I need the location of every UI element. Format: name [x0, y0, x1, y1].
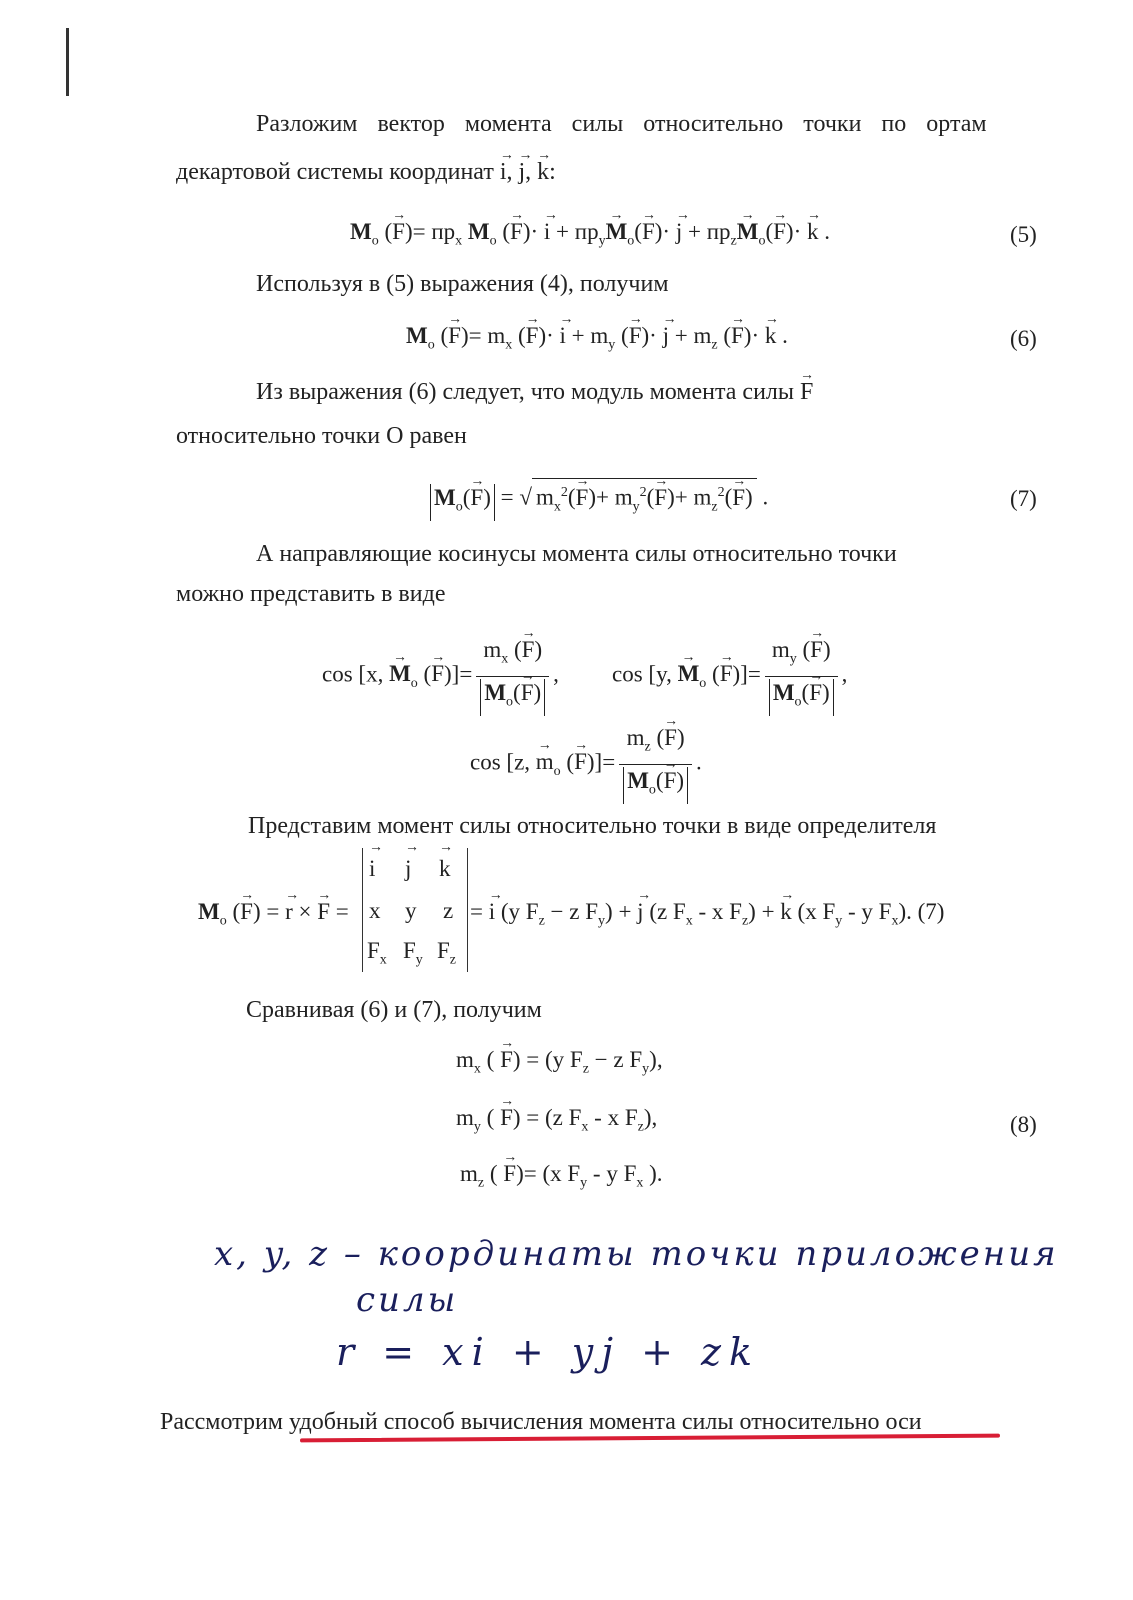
paragraph-5: Представим момент силы относительно точки в виде определителя: [248, 813, 937, 839]
equation-6-number: (6): [1010, 326, 1037, 351]
cosine-z: cos [z, → $m_o$ (→ F)]= $\frac{m_z (\to F)}{M_o(\to F)}$ .: [470, 724, 702, 804]
handwritten-radius-vector: r = xi + yj + zk: [336, 1330, 761, 1374]
equation-7a-number: (7): [1010, 486, 1037, 511]
equation-8-mz: $m_z$ ( → F)= (x $F_y$ - y $F_x$ ).: [460, 1160, 663, 1198]
determinant-matrix: → i → j → k x y z $F_x$ $F_y$ $F_z$: [362, 848, 468, 972]
equation-5: $M_o$ (→ $F)= пр_x$ $M_o$ (→ $F)\cdot \to i + пр_y\to M_o(\to F)\cdot \to j + пр_z\to M_o(\to F)\cdot \to k$ .: [350, 218, 830, 256]
equation-8-mx: $m_x$ ( → F) = (y $F_z - z$ $F_y$),: [456, 1046, 663, 1084]
paragraph-1-line-2: декартовой системы координат → i, → j, → k:: [176, 158, 556, 186]
equation-7-modulus: $M_o(\to F)$ = √ $m_x^2(\to F)+ m_y^2(\to F)+ m_z^2(\to F)$ .: [430, 478, 768, 521]
equation-7-determinant-lhs: $M_o$ (→ F) = → r × → F =: [198, 898, 349, 936]
underlined-phrase: удобный способ вычисления момента силы относительно оси: [289, 1409, 922, 1435]
equation-8-number: (8): [1010, 1112, 1037, 1137]
margin-mark: [66, 28, 69, 96]
paragraph-4-line-2: можно представить в виде: [176, 581, 446, 607]
equation-7-determinant-rhs: = → i (y $F_z - z$ $F_y$) + → j (z $F_x$ - x $F_z$) + → k (x $F_y$ - y $F_x$). (7): [470, 898, 944, 936]
equation-5-number: (5): [1010, 222, 1037, 247]
cosine-y: cos [y, → $M_o$ (→ F)]= $\frac{m_y (\to F)}{M_o(\to F)}$ ,: [612, 636, 847, 716]
cosine-x: cos [x, → $M_o$ (→ F)]= $\frac{m_x (\to F)}{M_o(\to F)}$ ,: [322, 636, 559, 716]
equation-6: $M_o$ (→ $F)= m_x$ (→ $F)\cdot \to i + m_y$ (→ $F)\cdot \to j + m_z$ (→ F)· → k .: [406, 322, 788, 360]
paragraph-3-line-1: Из выражения (6) следует, что модуль момента силы → F: [256, 378, 813, 406]
paragraph-2: Используя в (5) выражения (4), получим: [256, 271, 669, 297]
paragraph-1-line-1: Разложим вектор момента силы относительно точки по ортам: [256, 111, 987, 137]
paragraph-6: Сравнивая (6) и (7), получим: [246, 997, 542, 1023]
final-line: Рассмотрим удобный способ вычисления момента силы относительно оси: [160, 1409, 922, 1435]
handwritten-note-line-1: x, y, z – координаты точки приложения: [214, 1234, 1059, 1274]
paragraph-4-line-1: А направляющие косинусы момента силы относительно точки: [256, 541, 897, 567]
paragraph-3-line-2: относительно точки О равен: [176, 423, 467, 449]
handwritten-note-line-2: силы: [356, 1280, 459, 1320]
equation-8-my: $m_y$ ( → F) = (z $F_x$ - x $F_z$),: [456, 1104, 657, 1142]
